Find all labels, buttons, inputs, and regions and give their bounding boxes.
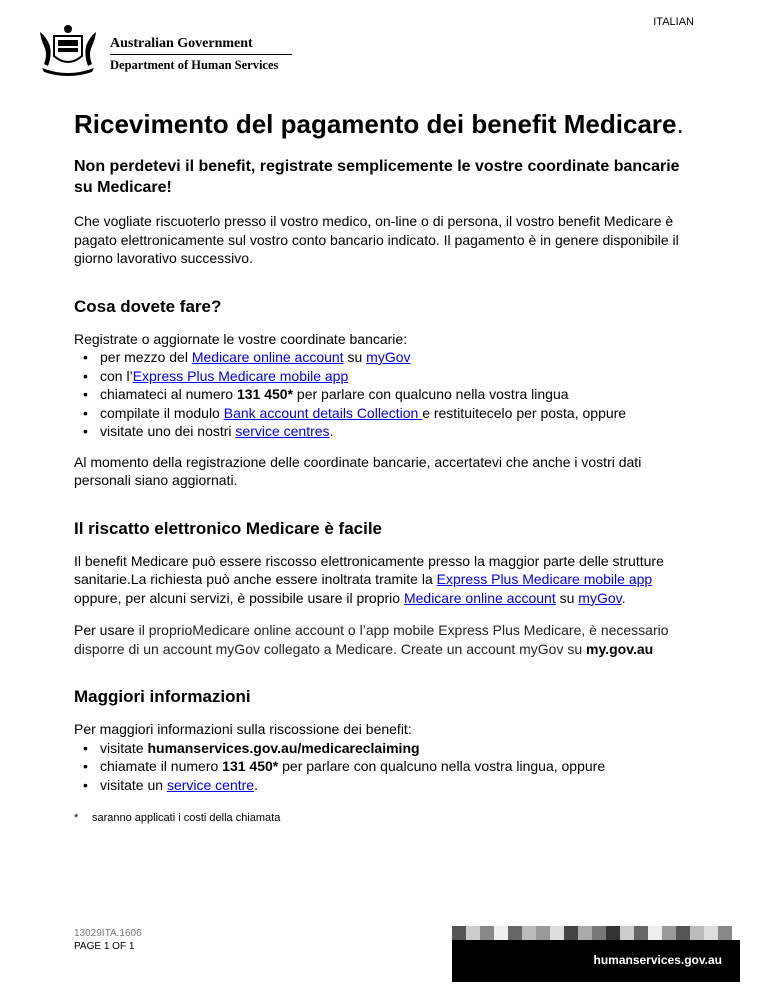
footnote xyxy=(74,812,696,824)
service-centres-link[interactable]: service centres xyxy=(235,423,330,439)
brand-url: humanservices.gov.au xyxy=(593,953,722,967)
list-item: • compilate il modulo Bank account details Collection e restituitecelo per posta, oppure xyxy=(100,404,696,423)
footnote-marker: * xyxy=(74,812,79,824)
bullet-list xyxy=(74,739,696,795)
list-item: • visitate humanservices.gov.au/medicareclaiming xyxy=(100,739,696,758)
section-heading: Maggiori informazioni xyxy=(74,687,251,706)
main-content xyxy=(74,108,696,824)
list-item: • per mezzo del Medicare online account su myGov xyxy=(100,348,696,367)
list-item: • chiamate il numero 131 450* per parlare con qualcuno nella vostra lingua, oppure xyxy=(100,757,696,776)
medicare-online-account-link[interactable]: Medicare online account xyxy=(191,349,344,365)
service-centre-link[interactable]: service centre xyxy=(166,776,255,793)
bullet-list xyxy=(74,348,696,441)
lead-heading: Non perdetevi il benefit, registrate semplicemente le vostre coordinate bancarie su Medicare! xyxy=(74,158,680,196)
section-note: Al momento della registrazione delle coordinate bancarie, accertatevi che anche i vostri dati personali siano aggiornati. xyxy=(74,453,642,488)
government-logo xyxy=(32,22,292,78)
express-plus-app-link[interactable]: Express Plus Medicare mobile app xyxy=(436,571,653,587)
medicare-online-account-link[interactable]: Medicare online account xyxy=(403,589,556,606)
bank-account-form-link[interactable]: Bank account details Collection xyxy=(223,404,423,421)
government-name: Australian Government xyxy=(110,36,253,51)
intro-paragraph: Che vogliate riscuoterlo presso il vostro medico, on-line o di persona, il vostro benefit Medicare è pagato elettronicamente sul vostro conto bancario indicato. Il pagamento è in genere disponibile il giorno lavorativo successivo. xyxy=(74,213,679,266)
brand-bar xyxy=(452,940,740,982)
list-item: • con l’Express Plus Medicare mobile app xyxy=(100,367,696,386)
list-item: • visitate uno dei nostri service centres. xyxy=(100,422,696,441)
decorative-mosaic xyxy=(452,926,740,940)
section-electronic-claiming xyxy=(74,518,696,659)
mygov-link[interactable]: myGov xyxy=(578,589,622,606)
list-item: • chiamateci al numero 131 450* per parlare con qualcuno nella vostra lingua xyxy=(100,385,696,404)
list-item: • visitate un service centre. xyxy=(100,776,696,795)
brand-footer xyxy=(452,926,740,982)
page-number: PAGE 1 OF 1 xyxy=(74,941,135,952)
language-label: ITALIAN xyxy=(653,16,694,28)
footnote-text: saranno applicati i costi della chiamata xyxy=(92,812,281,824)
section-heading: Il riscatto elettronico Medicare è facile xyxy=(74,518,383,538)
document-code: 13029ITA.1606 xyxy=(74,928,142,939)
section-intro: Per maggiori informazioni sulla riscossione dei benefit: xyxy=(74,721,412,737)
section-intro: Registrate o aggiornate le vostre coordinate bancarie: xyxy=(74,330,408,347)
department-name: Department of Human Services xyxy=(110,58,279,72)
coat-of-arms-icon xyxy=(32,22,104,78)
header-divider xyxy=(110,54,292,55)
section-heading: Cosa dovete fare? xyxy=(74,296,222,316)
mygov-link[interactable]: myGov xyxy=(366,349,411,365)
page-title: Ricevimento del pagamento dei benefit Medicare. xyxy=(74,109,684,139)
section-more-info xyxy=(74,686,696,794)
section-what-to-do xyxy=(74,296,696,490)
express-plus-app-link[interactable]: Express Plus Medicare mobile app xyxy=(132,367,349,384)
section-paragraph: Il benefit Medicare può essere riscosso elettronicamente presso la maggior parte delle strutture sanitarie.La richiesta può anche essere inoltrata tramite la Express Plus Medicare mobile app oppure, per alcuni servizi, è possibile usare il proprio Medicare online account su myGov. xyxy=(74,552,664,606)
section-paragraph: Per usare il proprioMedicare online account o l’app mobile Express Plus Medicare, è necessario disporre di un account myGov collegato a Medicare. Create un account myGov su my.gov.au xyxy=(74,622,669,657)
